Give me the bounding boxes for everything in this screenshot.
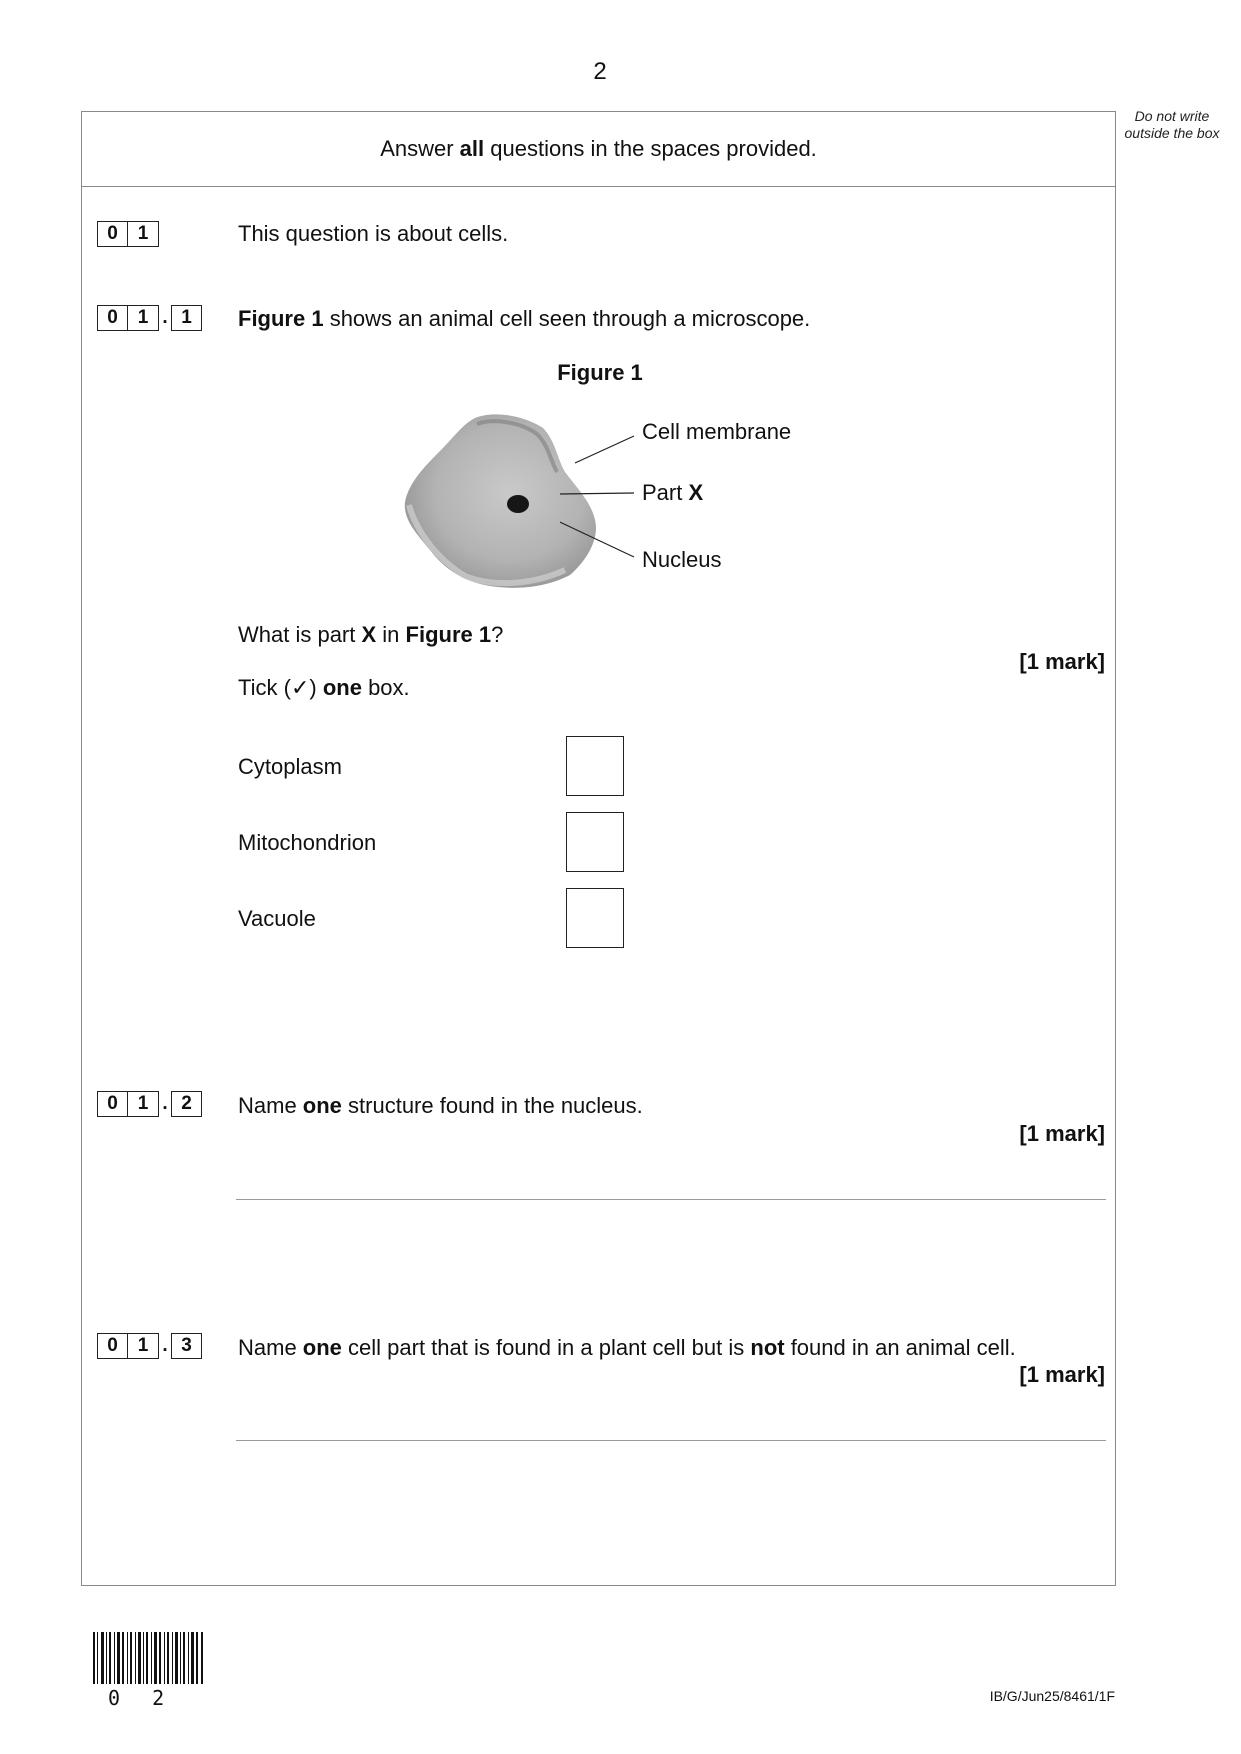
label-part-x: Part X [642,480,704,505]
question-number-01-3 [97,1333,202,1359]
question-01-2-text: Name one structure found in the nucleus. [238,1093,643,1118]
label-leader-lines [560,420,640,580]
qnum-digit: 3 [171,1333,202,1359]
tick-instruction: Tick (✓) one box. [238,675,410,700]
qnum-digit: 0 [97,1091,128,1117]
question-01-3-text: Name one cell part that is found in a plant cell but is not found in an animal cell. [238,1335,1016,1360]
question-01-1-text: What is part X in Figure 1? [238,622,504,647]
qnum-digit: 1 [128,1333,159,1359]
instruction-text: Answer all questions in the spaces provided. [380,136,817,161]
tick-box-mitochondrion[interactable] [566,812,624,872]
option-label-cytoplasm: Cytoplasm [238,754,342,779]
qnum-digit: 1 [128,1091,159,1117]
qnum-digit: 1 [128,221,159,247]
question-number-01-1 [97,305,202,331]
qnum-digit: 1 [171,305,202,331]
qnum-digit: 0 [97,1333,128,1359]
paper-code: IB/G/Jun25/8461/1F [989,1688,1115,1704]
qnum-dot: . [162,1335,168,1356]
question-01-text: This question is about cells. [238,221,509,246]
question-number-01-2 [97,1091,202,1117]
figure-1-title: Figure 1 [557,360,643,385]
answer-line-01-2[interactable] [236,1199,1106,1200]
qnum-digit: 0 [97,221,128,247]
option-label-mitochondrion: Mitochondrion [238,830,377,855]
qnum-dot: . [162,307,168,328]
label-nucleus: Nucleus [642,547,722,572]
qnum-digit: 2 [171,1091,202,1117]
marks-01-3: [1 mark] [1019,1362,1105,1387]
qnum-dot: . [162,1093,168,1114]
page-number: 2 [593,58,607,85]
label-cell-membrane: Cell membrane [642,419,792,444]
marks-01-2: [1 mark] [1019,1121,1105,1146]
qnum-digit: 0 [97,305,128,331]
qnum-digit: 1 [128,305,159,331]
margin-note: Do not write outside the box [1124,108,1220,141]
question-number-01 [97,221,159,247]
barcode-digits: 0 2 [108,1686,175,1710]
answer-line-01-3[interactable] [236,1440,1106,1441]
option-label-vacuole: Vacuole [238,906,316,931]
question-01-1-intro: Figure 1 shows an animal cell seen through a microscope. [238,306,811,331]
tick-box-cytoplasm[interactable] [566,736,624,796]
tick-box-vacuole[interactable] [566,888,624,948]
barcode [93,1632,205,1684]
instruction-divider [81,186,1116,187]
marks-01-1: [1 mark] [1019,649,1105,674]
